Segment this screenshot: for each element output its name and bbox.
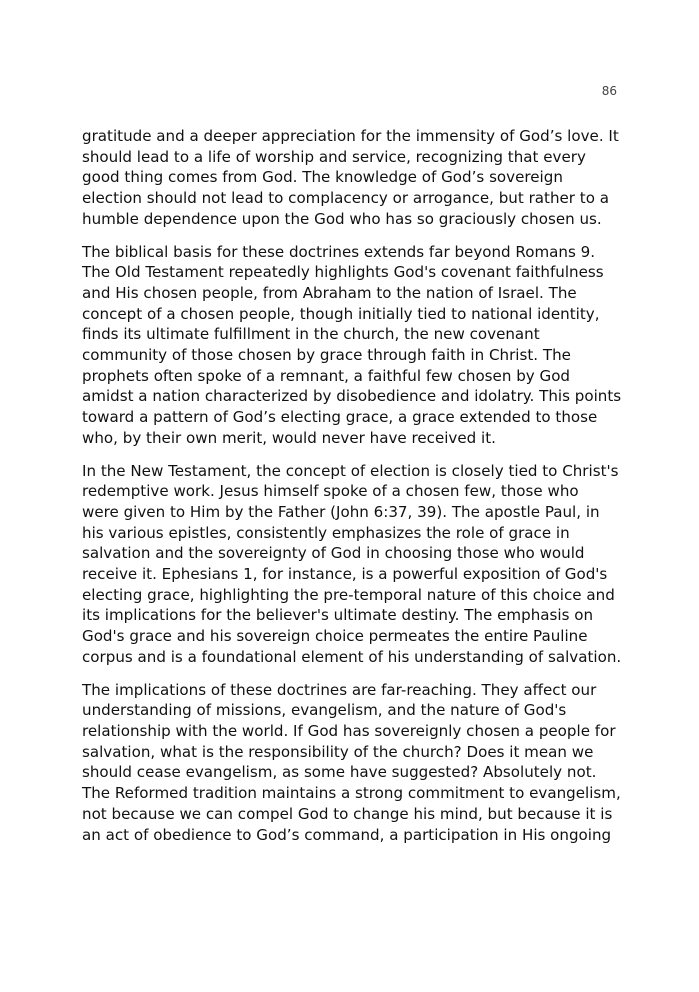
text-line: The Old Testament repeatedly highlights God's covenant faithfulness bbox=[82, 263, 604, 282]
paragraph-3 bbox=[82, 461, 622, 668]
text-line: were given to Him by the Father (John 6:37, 39). The apostle Paul, in bbox=[82, 502, 600, 521]
text-line: salvation and the sovereignty of God in choosing those who would bbox=[82, 544, 585, 563]
text-line: not because we can compel God to change his mind, but because it is bbox=[82, 804, 613, 823]
paragraph-1 bbox=[82, 126, 622, 230]
text-line: should lead to a life of worship and service, recognizing that every bbox=[82, 147, 586, 166]
text-line: electing grace, highlighting the pre-temporal nature of this choice and bbox=[82, 585, 615, 604]
text-line: salvation, what is the responsibility of the church? Does it mean we bbox=[82, 742, 594, 761]
text-line: gratitude and a deeper appreciation for the immensity of God’s love. It bbox=[82, 127, 619, 145]
text-line: The implications of these doctrines are far-reaching. They affect our bbox=[82, 680, 597, 699]
text-line: finds its ultimate fulfillment in the church, the new covenant bbox=[82, 325, 540, 344]
text-line: In the New Testament, the concept of election is closely tied to Christ's bbox=[82, 461, 619, 480]
text-line: concept of a chosen people, though initially tied to national identity, bbox=[82, 304, 600, 323]
text-line: receive it. Ephesians 1, for instance, is a powerful exposition of God's bbox=[82, 565, 608, 584]
text-line: corpus and is a foundational element of his understanding of salvation. bbox=[82, 647, 622, 666]
text-line: community of those chosen by grace through faith in Christ. The bbox=[82, 346, 571, 365]
text-line: relationship with the world. If God has sovereignly chosen a people for bbox=[82, 721, 616, 740]
text-line: The biblical basis for these doctrines extends far beyond Romans 9. bbox=[82, 242, 596, 261]
text-line: its implications for the believer's ultimate destiny. The emphasis on bbox=[82, 606, 594, 625]
text-line: should cease evangelism, as some have suggested? Absolutely not. bbox=[82, 763, 597, 782]
text-line: election should not lead to complacency or arrogance, but rather to a bbox=[82, 189, 609, 208]
text-line: amidst a nation characterized by disobedience and idolatry. This points bbox=[82, 387, 622, 406]
page-number: 86 bbox=[601, 84, 617, 98]
text-line: toward a pattern of God’s electing grace, a grace extended to those bbox=[82, 408, 598, 427]
text-line: and His chosen people, from Abraham to the nation of Israel. The bbox=[82, 283, 577, 302]
text-line: humble dependence upon the God who has so graciously chosen us. bbox=[82, 209, 602, 228]
text-line: God's grace and his sovereign choice permeates the entire Pauline bbox=[82, 627, 588, 646]
text-line: understanding of missions, evangelism, and the nature of God's bbox=[82, 701, 567, 720]
text-line: good thing comes from God. The knowledge of God’s sovereign bbox=[82, 168, 563, 187]
paragraph-2 bbox=[82, 242, 622, 449]
text-line: an act of obedience to God’s command, a participation in His ongoing bbox=[82, 825, 612, 844]
text-line: redemptive work. Jesus himself spoke of a chosen few, those who bbox=[82, 482, 579, 501]
page-body bbox=[82, 126, 622, 857]
text-line: prophets often spoke of a remnant, a faithful few chosen by God bbox=[82, 366, 571, 385]
paragraph-4 bbox=[82, 680, 622, 846]
text-line: who, by their own merit, would never have received it. bbox=[82, 428, 496, 447]
text-line: his various epistles, consistently emphasizes the role of grace in bbox=[82, 523, 570, 542]
text-line: The Reformed tradition maintains a strong commitment to evangelism, bbox=[82, 784, 621, 803]
